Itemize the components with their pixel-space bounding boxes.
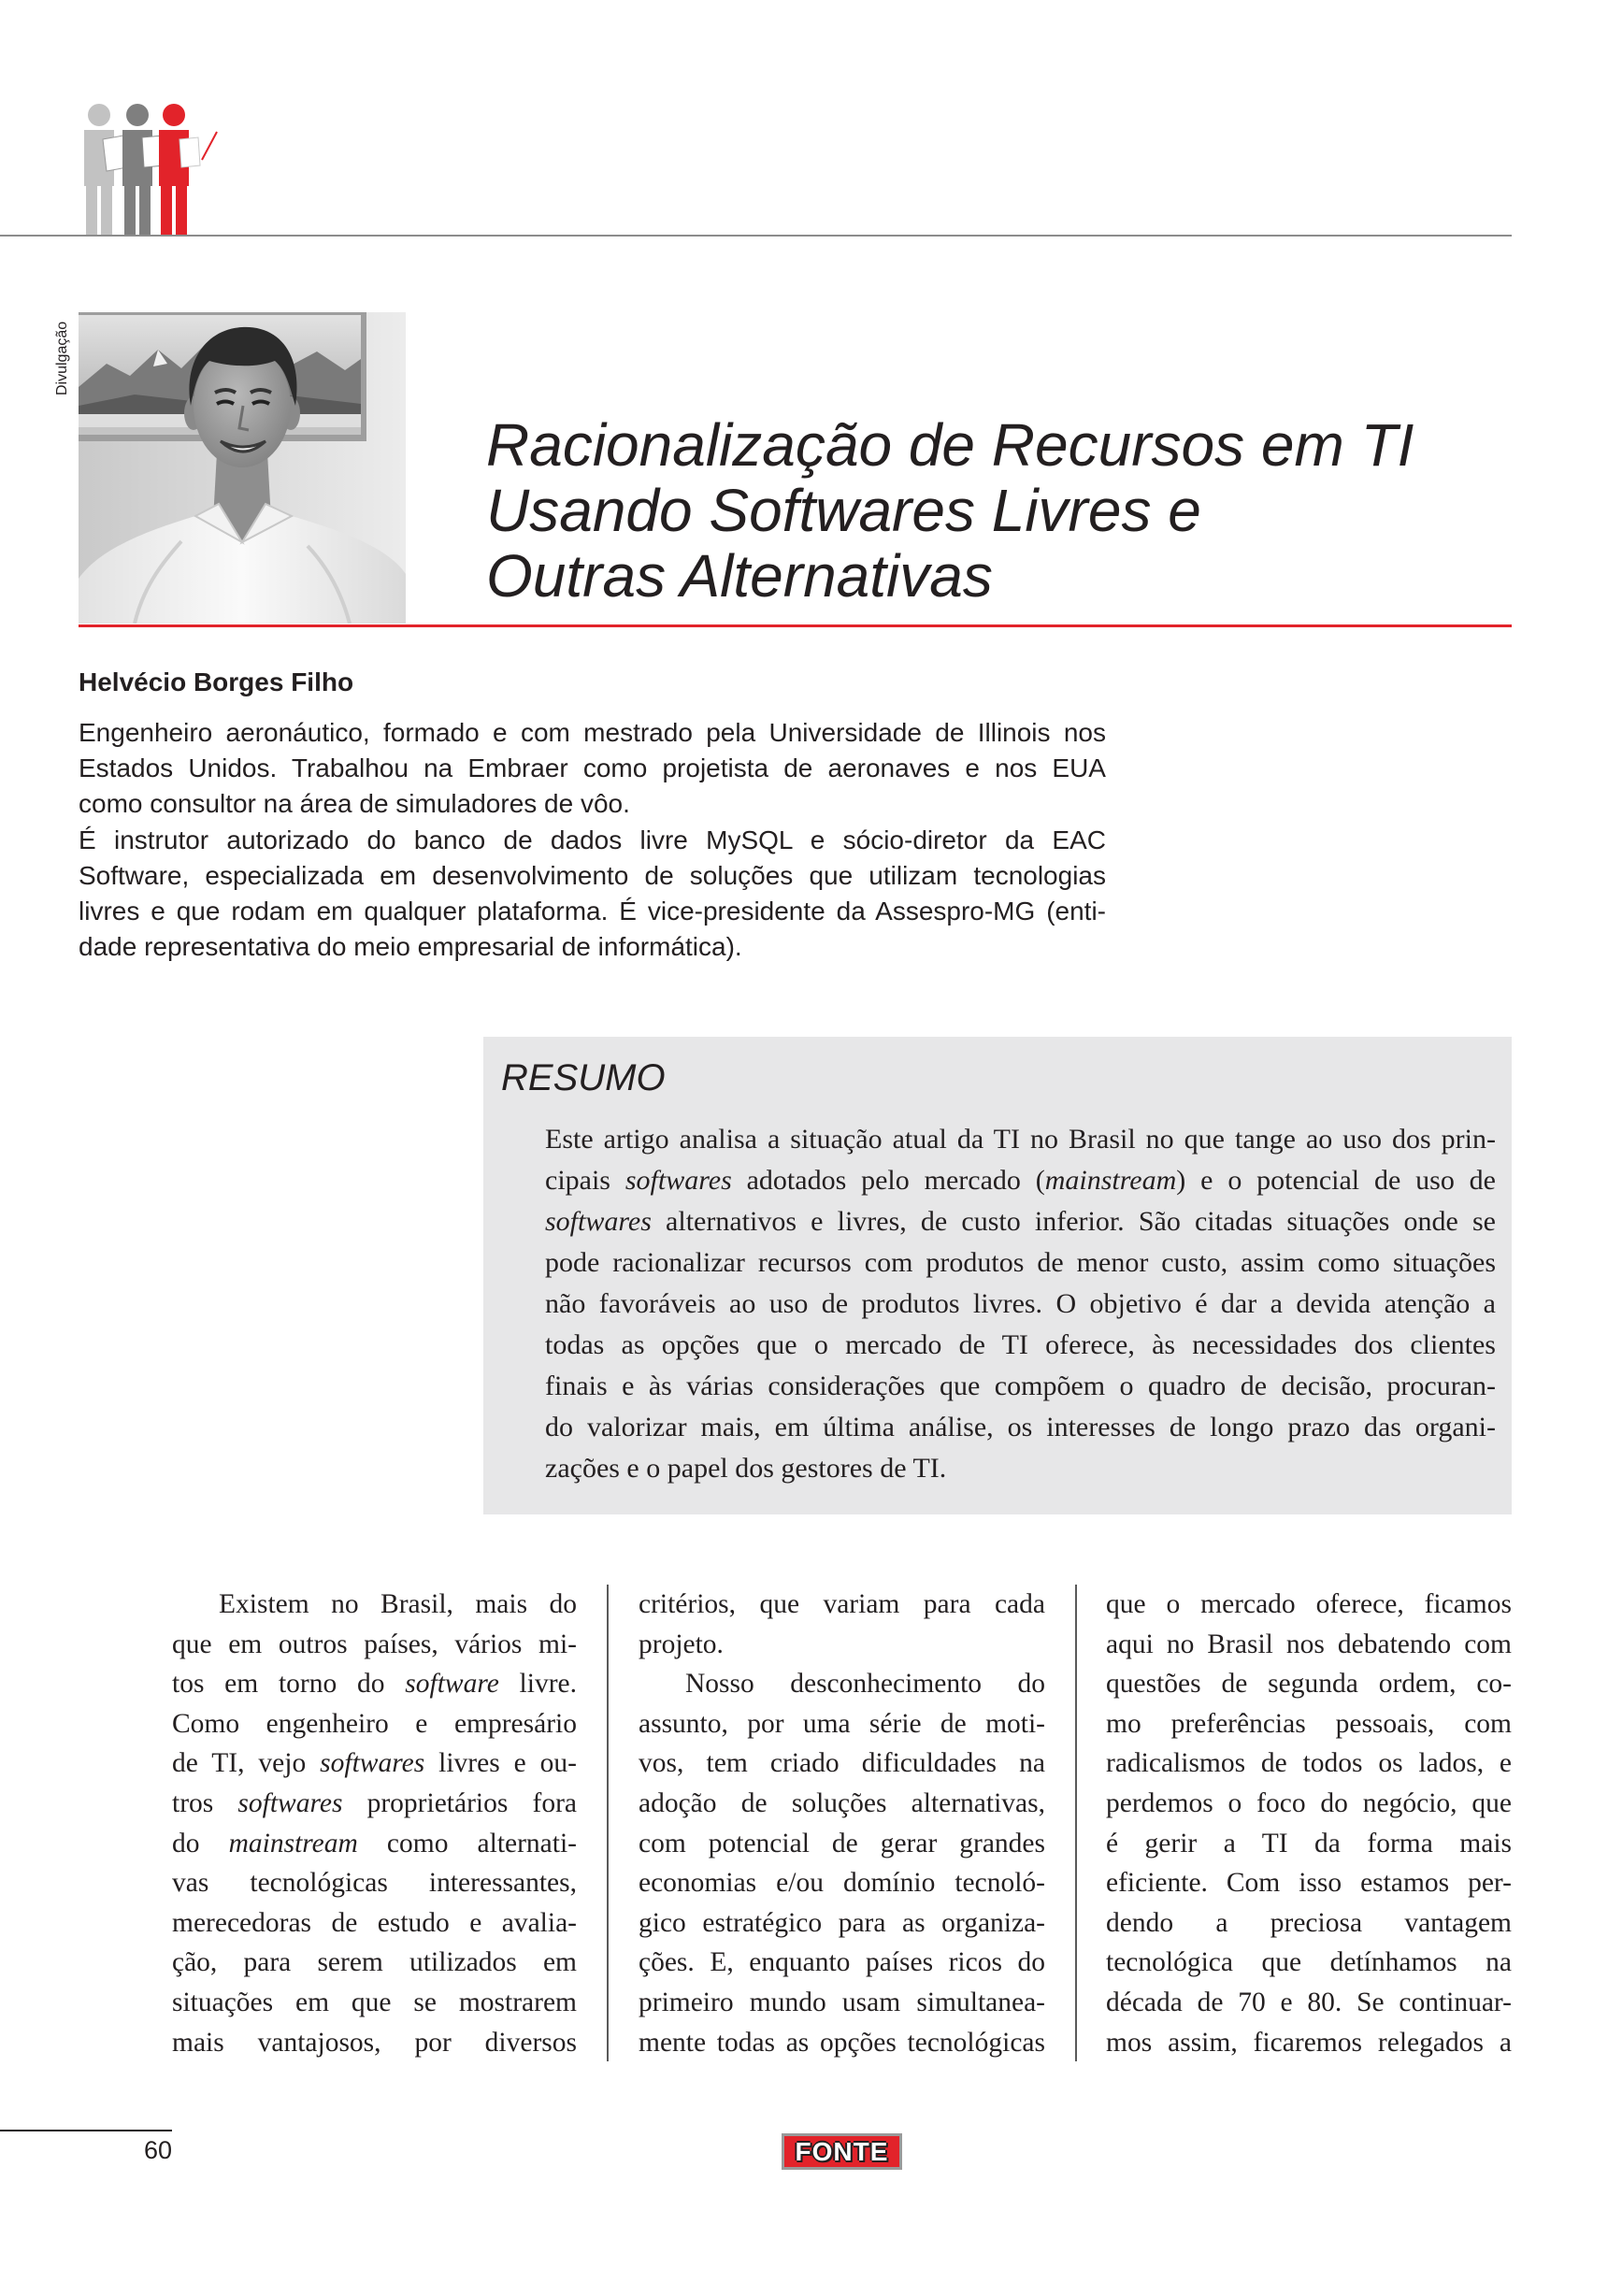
paragraph xyxy=(639,1585,1045,1664)
emphasis-segment: software xyxy=(405,1669,499,1700)
text-line: Estados Unidos. Trabalhou na Embraer como projetista de aeronaves e nos EUA xyxy=(79,753,1106,783)
text-line: critérios, que variam para cada xyxy=(639,1589,1045,1619)
text-line: zações e o papel dos gestores de TI. xyxy=(545,1453,947,1484)
photo-credit: Divulgação xyxy=(54,321,70,395)
text-line: finais e às várias considerações que compõem o quadro de decisão, procuran- xyxy=(545,1370,1496,1401)
text-line: que em outros países, vários mi- xyxy=(172,1629,577,1659)
text-segment: proprietários fora xyxy=(342,1787,577,1818)
column-divider xyxy=(607,1585,609,2061)
text-segment: como alternati- xyxy=(357,1828,577,1858)
text-line: tecnológica que detínhamos na xyxy=(1106,1947,1512,1978)
figure-red xyxy=(159,104,217,237)
body-column xyxy=(1106,1585,1512,2062)
text-line xyxy=(172,1824,577,1864)
body-column xyxy=(172,1585,577,2062)
text-line: assunto, por uma série de moti- xyxy=(639,1708,1045,1739)
text-line xyxy=(172,1784,577,1824)
text-line: Como engenheiro e empresário xyxy=(172,1708,577,1739)
text-line: livres e que rodam em qualquer plataforma. É vice-presidente da Assespro-MG (enti- xyxy=(79,897,1106,926)
text-line: Existem no Brasil, mais do xyxy=(219,1589,577,1619)
text-line xyxy=(172,1744,577,1784)
header-rule xyxy=(0,235,1512,237)
column-divider xyxy=(1075,1585,1077,2061)
text-segment: tos em torno do xyxy=(172,1669,406,1700)
text-line: ção, para serem utilizados em xyxy=(172,1947,577,1978)
text-line: pode racionalizar recursos com produtos de menor custo, assim como situações xyxy=(545,1247,1496,1278)
emphasis-segment: softwares xyxy=(320,1748,425,1779)
emphasis-segment: softwares xyxy=(624,1165,732,1196)
text-line: eficiente. Com isso estamos per- xyxy=(1106,1868,1512,1899)
text-line: vas tecnológicas interessantes, xyxy=(172,1868,577,1899)
text-segment: ) e o potencial de uso de xyxy=(1176,1165,1496,1196)
text-line: é gerir a TI da forma mais xyxy=(1106,1828,1512,1858)
text-line: Software, especializada em desenvolvimento de soluções que utilizam tecnologias xyxy=(79,860,1106,890)
article-title xyxy=(486,412,1512,609)
title-line: Usando Softwares Livres e xyxy=(486,477,1201,544)
paragraph xyxy=(639,1664,1045,2062)
text-line: adoção de soluções alternativas, xyxy=(639,1787,1045,1818)
text-line: economias e/ou domínio tecnoló- xyxy=(639,1868,1045,1899)
abstract-heading: RESUMO xyxy=(501,1057,666,1098)
text-line: dendo a preciosa vantagem xyxy=(1106,1907,1512,1938)
text-line: perdemos o foco do negócio, que xyxy=(1106,1787,1512,1818)
text-line: Nosso desconhecimento do xyxy=(685,1669,1045,1700)
text-line: gico estratégico para as organiza- xyxy=(639,1907,1045,1938)
text-line xyxy=(172,1664,577,1704)
text-line: mo preferências pessoais, com xyxy=(1106,1708,1512,1739)
text-line: mais vantajosos, por diversos xyxy=(172,2027,577,2058)
text-line: do valorizar mais, em última análise, os interesses de longo prazo das organi- xyxy=(545,1412,1496,1442)
text-line: Engenheiro aeronáutico, formado e com mestrado pela Universidade de Illinois nos xyxy=(79,718,1106,747)
figure-dark-gray xyxy=(122,104,165,237)
paragraph xyxy=(79,715,1106,823)
text-line: vos, tem criado dificuldades na xyxy=(639,1748,1045,1779)
emphasis-segment: softwares xyxy=(237,1787,343,1818)
footer-rule xyxy=(0,2130,172,2131)
text-line: É instrutor autorizado do banco de dados livre MySQL e sócio-diretor da EAC xyxy=(79,825,1106,854)
text-line: não favoráveis ao uso de produtos livres. O objetivo é dar a devida atenção a xyxy=(545,1288,1496,1319)
figure-light-gray xyxy=(84,104,127,237)
text-segment: de TI, vejo xyxy=(172,1748,321,1779)
brand-text: FONTE xyxy=(795,2136,889,2166)
text-line: situações em que se mostrarem xyxy=(172,1987,577,2017)
emphasis-segment: mainstream xyxy=(1044,1165,1177,1196)
emphasis-segment: mainstream xyxy=(228,1828,358,1858)
abstract-box xyxy=(483,1037,1512,1514)
text-line: todas as opções que o mercado de TI oferece, às necessidades dos clientes xyxy=(545,1329,1496,1360)
author-portrait-photo xyxy=(79,312,406,624)
page-number: 60 xyxy=(143,2136,172,2164)
text-line: dade representativa do meio empresarial de informática). xyxy=(79,932,742,962)
text-line: década de 70 e 80. Se continuar- xyxy=(1106,1987,1512,2017)
text-line: projeto. xyxy=(639,1629,724,1659)
text-line: como consultor na área de simuladores de vôo. xyxy=(79,789,630,819)
text-line: ções. E, enquanto países ricos do xyxy=(639,1947,1045,1978)
text-line: primeiro mundo usam simultanea- xyxy=(639,1987,1045,2017)
text-line: com potencial de gerar grandes xyxy=(639,1828,1045,1858)
text-segment: adotados pelo mercado ( xyxy=(731,1165,1045,1196)
text-line: merecedoras de estudo e avalia- xyxy=(172,1907,577,1938)
text-segment: livre. xyxy=(498,1669,577,1700)
author-name: Helvécio Borges Filho xyxy=(79,667,354,696)
title-line: Racionalização de Recursos em TI xyxy=(486,411,1414,479)
text-segment: tros xyxy=(172,1787,238,1818)
title-line: Outras Alternativas xyxy=(486,542,993,610)
fonte-brand-logo xyxy=(782,2133,902,2170)
paragraph xyxy=(1106,1585,1512,2062)
body-column xyxy=(639,1585,1045,2062)
text-line: Este artigo analisa a situação atual da TI no Brasil no que tange ao uso dos prin- xyxy=(545,1124,1496,1155)
paragraph xyxy=(545,1119,1496,1489)
title-rule xyxy=(79,624,1512,627)
text-segment: cipais xyxy=(545,1165,625,1196)
text-line xyxy=(545,1160,1496,1201)
emphasis-segment: softwares xyxy=(545,1206,652,1237)
text-line: que o mercado oferece, ficamos xyxy=(1106,1589,1512,1619)
paragraph xyxy=(79,823,1106,966)
people-group-icon xyxy=(75,98,224,237)
text-line xyxy=(545,1201,1496,1242)
text-segment: do xyxy=(172,1828,229,1858)
text-line: mos assim, ficaremos relegados a xyxy=(1106,2027,1512,2058)
text-line: mente todas as opções tecnológicas xyxy=(639,2027,1045,2058)
text-line: questões de segunda ordem, co- xyxy=(1106,1669,1512,1700)
text-line: radicalismos de todos os lados, e xyxy=(1106,1748,1512,1779)
text-segment: alternativos e livres, de custo inferior. São citadas situações onde se xyxy=(651,1206,1496,1237)
author-bio xyxy=(79,715,1106,965)
text-segment: livres e ou- xyxy=(424,1748,577,1779)
text-line: aqui no Brasil nos debatendo com xyxy=(1106,1629,1512,1659)
abstract-text xyxy=(545,1119,1496,1489)
paragraph xyxy=(172,1585,577,2062)
